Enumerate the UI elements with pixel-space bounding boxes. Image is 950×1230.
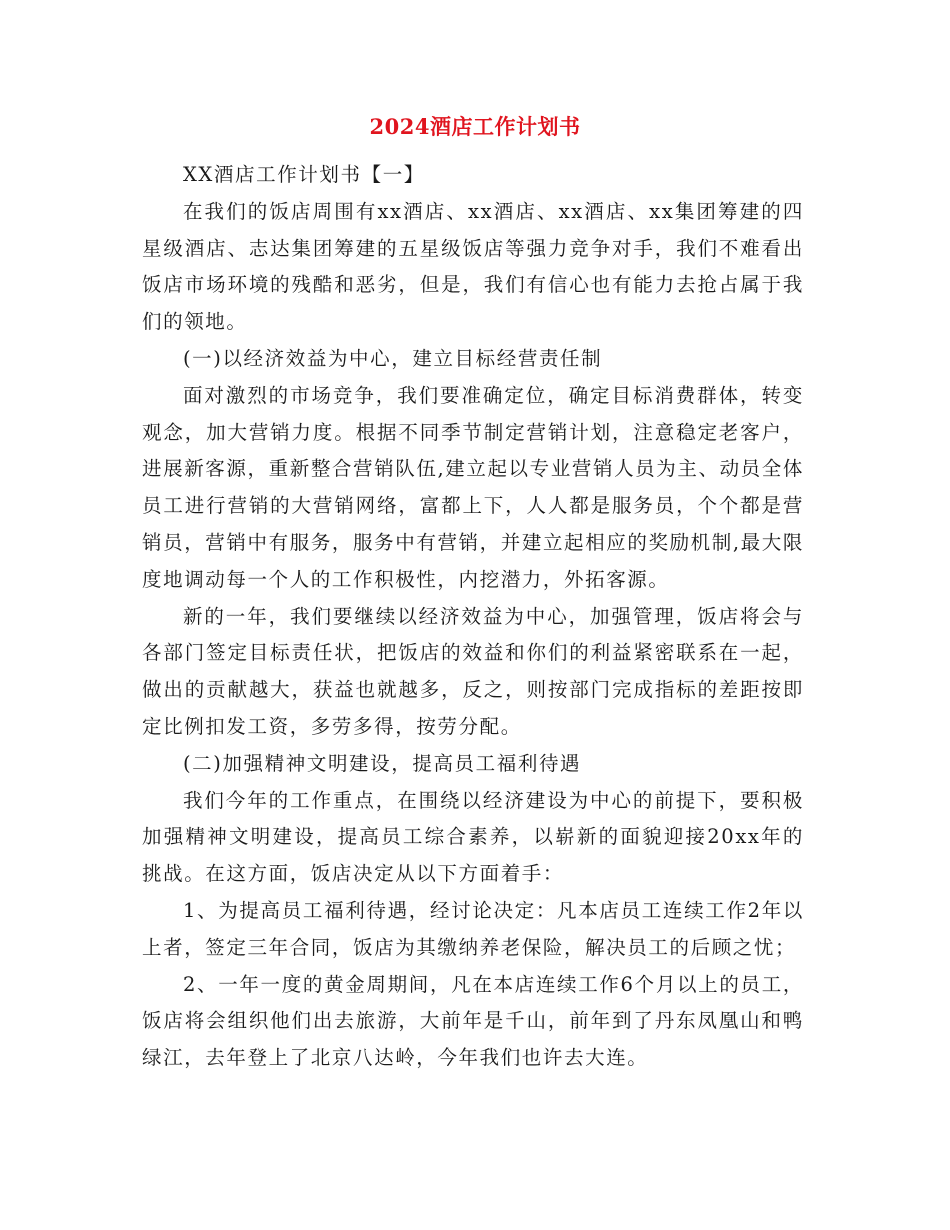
list-item: 1、为提高员工福利待遇，经讨论决定：凡本店员工连续工作2年以上者，签定三年合同，饭店为其缴纳养老保险，解决员工的后顾之忧； [142,898,804,959]
list-item: 2、一年一度的黄金周期间，凡在本店连续工作6个月以上的员工，饭店将会组织他们出去旅游，大前年是千山，前年到了丹东凤凰山和鸭绿江，去年登上了北京八达岭，今年我们也许去大连。 [142,972,804,1070]
paragraph: 在我们的饭店周围有xx酒店、xx酒店、xx酒店、xx集团筹建的四星级酒店、志达集团筹建的五星级饭店等强力竞争对手，我们不难看出饭店市场环境的残酷和恶劣，但是，我们有信心也有能力去抢占属于我们的领地。 [142,199,804,334]
paragraph: 我们今年的工作重点，在围绕以经济建设为中心的前提下，要积极加强精神文明建设，提高员工综合素养，以崭新的面貌迎接20xx年的挑战。在这方面，饭店决定从以下方面着手： [142,788,804,886]
document-title: 2024酒店工作计划书 [369,114,581,139]
section-heading: (一)以经济效益为中心，建立目标经营责任制 [182,346,603,370]
paragraph: 新的一年，我们要继续以经济效益为中心，加强管理，饭店将会与各部门签定目标责任状，把饭店的效益和你们的利益紧密联系在一起，做出的贡献越大，获益也就越多，反之，则按部门完成指标的差距按即定比例扣发工资，多劳多得，按劳分配。 [142,604,804,738]
section-heading: (二)加强精神文明建设，提高员工福利待遇 [182,751,582,775]
paragraph: 面对激烈的市场竞争，我们要准确定位，确定目标消费群体，转变观念，加大营销力度。根据不同季节制定营销计划，注意稳定老客户，进展新客源，重新整合营销队伍,建立起以专业营销人员为主、动员全体员工进行营销的大营销网络，富都上下，人人都是服务员，个个都是营销员，营销中有服务，服务中有营销，并建立起相应的奖励机制,最大限度地调动每一个人的工作积极性，内挖潜力，外拓客源。 [142,383,804,591]
document-body [142,157,804,1077]
section-heading: XX酒店工作计划书【一】 [182,163,425,186]
